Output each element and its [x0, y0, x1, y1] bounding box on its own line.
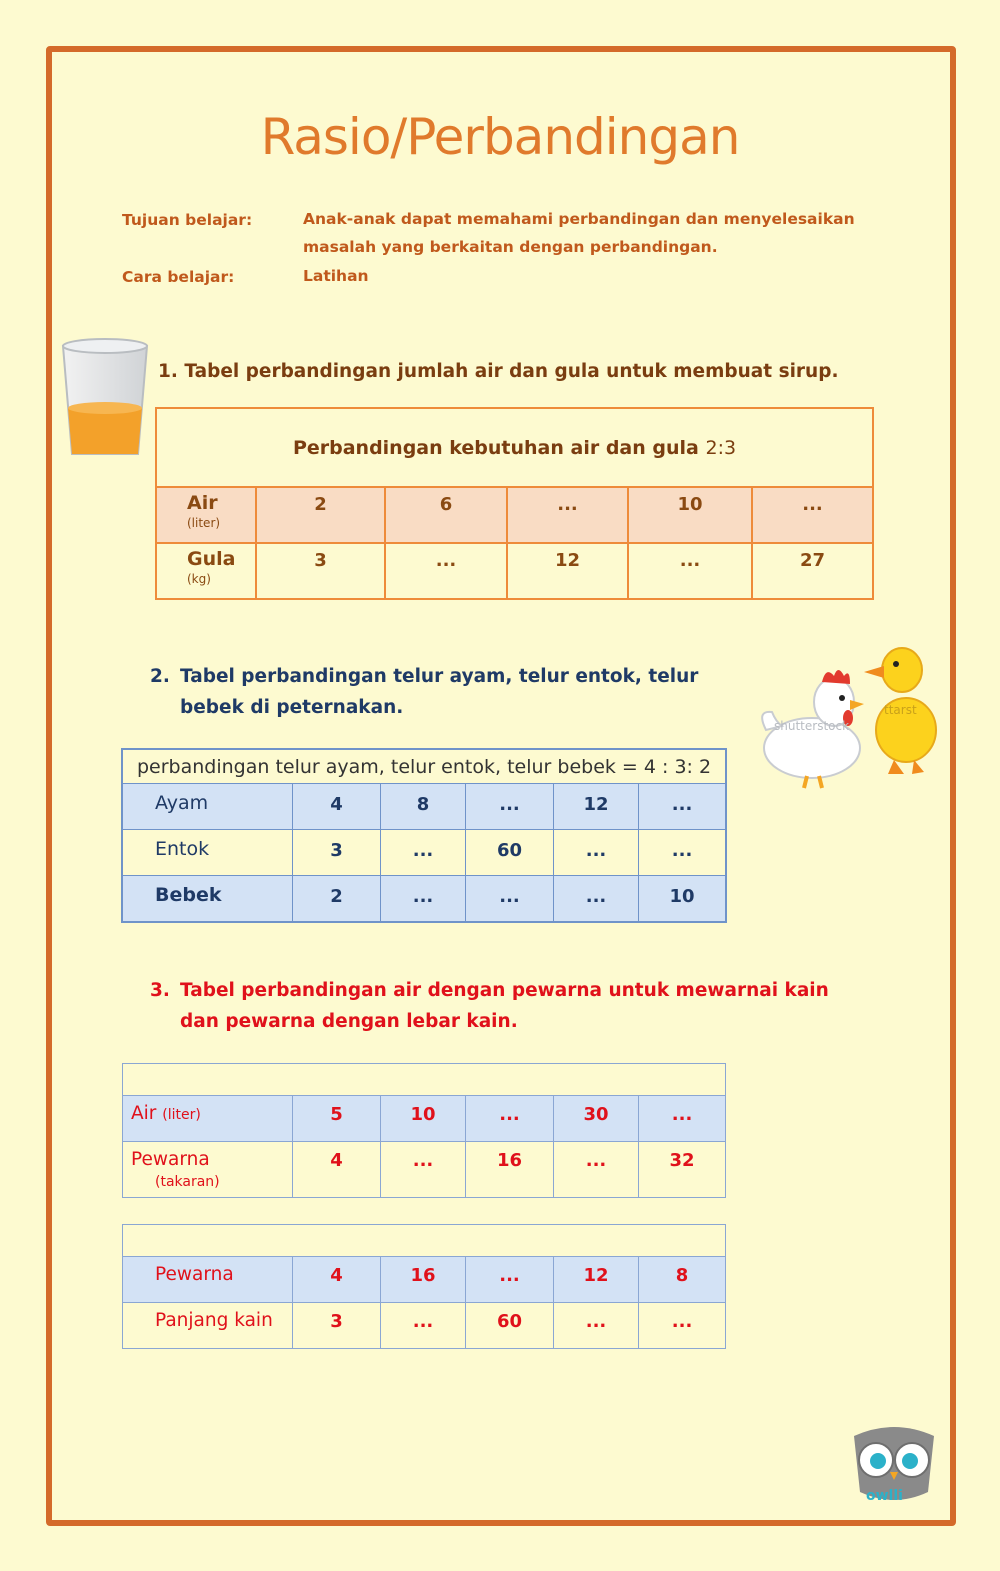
- table-cell: 8: [639, 1257, 726, 1303]
- table-cell: ...: [381, 876, 466, 922]
- table-pewarna-kain: [122, 1224, 726, 1349]
- table-blank-header: [123, 1064, 726, 1096]
- table-cell: ...: [554, 1303, 639, 1349]
- table-cell: 2: [256, 487, 385, 543]
- question-2: [150, 661, 760, 723]
- question-3-text: Tabel perbandingan air dengan pewarna untuk mewarnai kain dan pewarna dengan lebar kain.: [180, 980, 829, 1032]
- table-cell: 27: [752, 543, 873, 599]
- row-label-bebek: Bebek: [123, 876, 293, 922]
- table-row: [123, 1257, 726, 1303]
- question-2-text: Tabel perbandingan telur ayam, telur entok, telur bebek di peternakan.: [180, 666, 699, 718]
- table-cell: 60: [466, 830, 554, 876]
- glass-of-syrup-icon: [58, 336, 152, 460]
- table-cell: 8: [381, 784, 466, 830]
- table-cell: ...: [381, 830, 466, 876]
- watermark-text: shutterstock: [774, 719, 850, 733]
- table-cell: 5: [293, 1096, 381, 1142]
- page-title: Rasio/Perbandingan: [260, 108, 740, 166]
- ratio-value: 2:3: [705, 436, 737, 459]
- table-cell: 3: [293, 1303, 381, 1349]
- table-cell: 16: [466, 1142, 554, 1198]
- table-cell: 6: [385, 487, 507, 543]
- table-cell: 4: [293, 1142, 381, 1198]
- question-2-number: 2.: [150, 666, 170, 687]
- question-1: [158, 356, 838, 387]
- table-cell: ...: [628, 543, 752, 599]
- table-cell: 10: [381, 1096, 466, 1142]
- question-1-number: 1.: [158, 361, 178, 382]
- table-row: [123, 1096, 726, 1142]
- table-cell: ...: [554, 876, 639, 922]
- row-label-air: Air (liter): [156, 487, 256, 543]
- table-row: [123, 1142, 726, 1198]
- method-text: Latihan: [303, 267, 369, 285]
- table-cell: ...: [466, 1096, 554, 1142]
- table-cell: ...: [466, 876, 554, 922]
- chicken-icon: [752, 660, 868, 792]
- table-cell: ...: [752, 487, 873, 543]
- table-cell: ...: [639, 784, 726, 830]
- table-cell: 10: [628, 487, 752, 543]
- row-label-entok: Entok: [123, 830, 293, 876]
- table-cell: 16: [381, 1257, 466, 1303]
- table-cell: 10: [639, 876, 726, 922]
- table-cell: 4: [293, 1257, 381, 1303]
- table-cell: ...: [554, 1142, 639, 1198]
- row-label-ayam: Ayam: [123, 784, 293, 830]
- table-air-gula-header: Perbandingan kebutuhan air dan gula 2:3: [156, 408, 873, 487]
- table-telur: [122, 749, 726, 922]
- table-cell: ...: [381, 1303, 466, 1349]
- logo-text: owlli: [866, 1488, 903, 1504]
- table-cell: 12: [554, 1257, 639, 1303]
- table-cell: 12: [554, 784, 639, 830]
- goal-label: Tujuan belajar:: [122, 211, 253, 229]
- table-cell: ...: [639, 1096, 726, 1142]
- table-cell: ...: [554, 830, 639, 876]
- table-cell: 4: [293, 784, 381, 830]
- table-cell: ...: [385, 543, 507, 599]
- table-cell: ...: [466, 1257, 554, 1303]
- duck-icon: [862, 640, 942, 778]
- row-label-panjang-kain: Panjang kain: [123, 1303, 293, 1349]
- table-cell: 32: [639, 1142, 726, 1198]
- watermark-text: ttarst: [884, 703, 917, 717]
- table-cell: ...: [507, 487, 628, 543]
- table-air-pewarna: [122, 1063, 726, 1198]
- row-label-air: Air (liter): [123, 1096, 293, 1142]
- row-label-gula: Gula (kg): [156, 543, 256, 599]
- question-3: [150, 975, 860, 1037]
- table-cell: ...: [639, 830, 726, 876]
- table-row: [123, 876, 726, 922]
- table-row: [156, 543, 873, 599]
- table-air-gula: [155, 407, 874, 600]
- table-cell: ...: [639, 1303, 726, 1349]
- table-cell: 30: [554, 1096, 639, 1142]
- table-row: [156, 487, 873, 543]
- method-label: Cara belajar:: [122, 268, 235, 286]
- table-cell: ...: [381, 1142, 466, 1198]
- table-blank-header: [123, 1225, 726, 1257]
- table-cell: 3: [293, 830, 381, 876]
- table-cell: 3: [256, 543, 385, 599]
- question-1-text: Tabel perbandingan jumlah air dan gula untuk membuat sirup.: [184, 361, 839, 382]
- question-3-number: 3.: [150, 980, 170, 1001]
- table-row: [123, 784, 726, 830]
- table-cell: 2: [293, 876, 381, 922]
- table-cell: 60: [466, 1303, 554, 1349]
- table-row: [123, 1303, 726, 1349]
- table-cell: 12: [507, 543, 628, 599]
- row-label-pewarna: Pewarna: [123, 1257, 293, 1303]
- table-telur-header: perbandingan telur ayam, telur entok, telur bebek = 4 : 3: 2: [123, 750, 726, 784]
- row-label-pewarna: Pewarna (takaran): [123, 1142, 293, 1198]
- table-row: [123, 830, 726, 876]
- table-cell: ...: [466, 784, 554, 830]
- goal-text: Anak-anak dapat memahami perbandingan dan menyelesaikan masalah yang berkaitan dengan perbandingan.: [303, 210, 855, 256]
